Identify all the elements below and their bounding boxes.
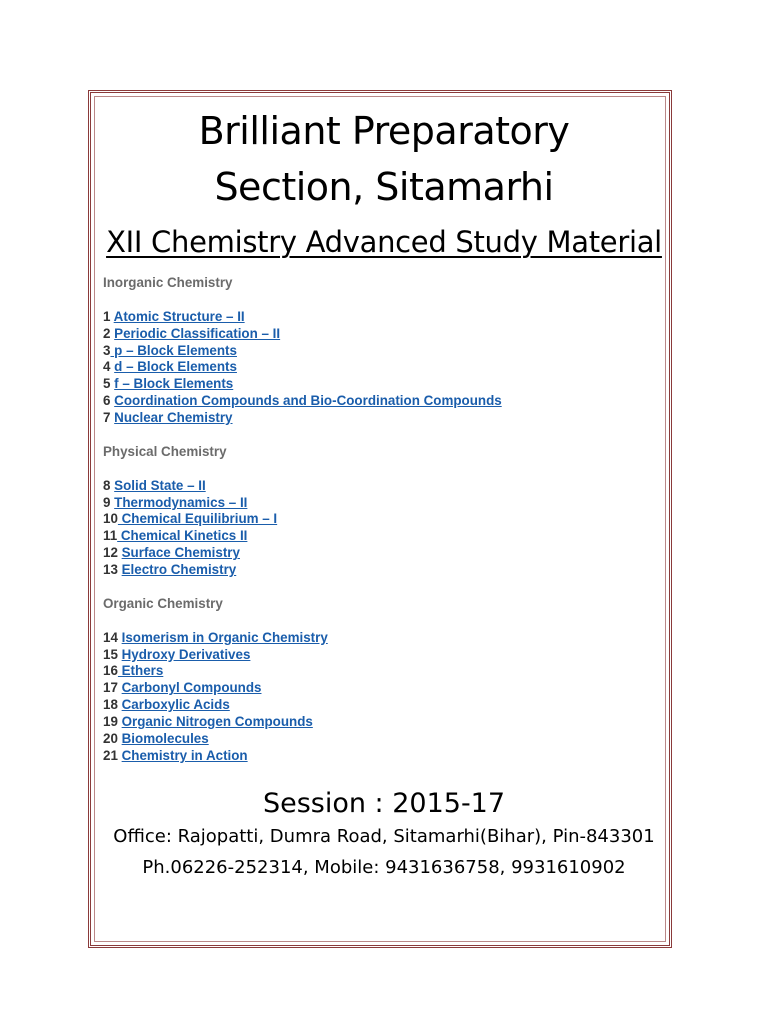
- toc-link[interactable]: Surface Chemistry: [121, 545, 240, 561]
- toc-item: [103, 731, 663, 748]
- toc-item: [103, 511, 663, 528]
- toc-number: 10: [103, 511, 118, 527]
- toc-number: 3: [103, 342, 111, 358]
- toc-number: 11: [103, 528, 118, 544]
- toc-number: 1: [103, 308, 114, 324]
- toc-link[interactable]: Coordination Compounds and Bio-Coordination Compounds: [114, 393, 502, 409]
- toc-item: [103, 495, 663, 512]
- document-subtitle: [0, 224, 768, 260]
- office-address: Office: Rajopatti, Dumra Road, Sitamarhi(Bihar), Pin-843301: [113, 826, 655, 847]
- toc-number: 15: [103, 646, 122, 662]
- toc-number: 12: [103, 545, 122, 561]
- toc-item: [103, 697, 663, 714]
- toc-link[interactable]: Hydroxy Derivatives: [121, 646, 251, 662]
- institute-name-line1: Brilliant Preparatory: [198, 109, 570, 153]
- toc-item: [103, 376, 663, 393]
- toc-link[interactable]: Nuclear Chemistry: [114, 410, 233, 426]
- toc-item: [103, 647, 663, 664]
- toc-link[interactable]: Chemistry in Action: [121, 747, 248, 763]
- toc-number: 18: [103, 697, 122, 713]
- toc-link[interactable]: Ethers: [117, 663, 164, 679]
- toc-number: 20: [103, 731, 122, 747]
- toc-item: [103, 343, 663, 360]
- toc-number: 14: [103, 629, 122, 645]
- institute-name-line2: Section, Sitamarhi: [214, 165, 554, 209]
- toc-number: 6: [103, 393, 115, 409]
- toc-item: [103, 630, 663, 647]
- toc-item: [103, 680, 663, 697]
- section-heading-physical: Physical Chemistry: [103, 443, 227, 459]
- toc-link[interactable]: p – Block Elements: [110, 342, 237, 358]
- toc-number: 5: [103, 376, 115, 392]
- toc-item: [103, 714, 663, 731]
- toc-item: [103, 326, 663, 343]
- toc-link[interactable]: Chemical Equilibrium – I: [117, 511, 278, 527]
- toc-link[interactable]: Organic Nitrogen Compounds: [121, 714, 313, 730]
- toc-link[interactable]: Isomerism in Organic Chemistry: [121, 629, 328, 645]
- toc-number: 21: [103, 747, 122, 763]
- document-subtitle-text: XII Chemistry Advanced Study Material: [106, 225, 662, 259]
- toc-link[interactable]: Periodic Classification – II: [114, 325, 281, 341]
- toc-number: 9: [103, 494, 115, 510]
- toc-item: [103, 478, 663, 495]
- toc-link[interactable]: Carbonyl Compounds: [121, 680, 262, 696]
- toc-link[interactable]: d – Block Elements: [114, 359, 237, 375]
- toc-item: [103, 748, 663, 765]
- section-heading-organic: Organic Chemistry: [103, 595, 223, 611]
- toc-number: 17: [103, 680, 122, 696]
- toc-item: [103, 393, 663, 410]
- toc-link[interactable]: Biomolecules: [121, 731, 209, 747]
- table-of-contents: [103, 275, 663, 765]
- toc-item: [103, 545, 663, 562]
- toc-item: [103, 663, 663, 680]
- toc-item: [103, 562, 663, 579]
- toc-link[interactable]: Electro Chemistry: [121, 562, 237, 578]
- toc-number: 7: [103, 410, 115, 426]
- toc-number: 13: [103, 562, 122, 578]
- toc-item: [103, 309, 663, 326]
- toc-item: [103, 528, 663, 545]
- toc-link[interactable]: Thermodynamics – II: [114, 494, 248, 510]
- toc-link[interactable]: Solid State – II: [114, 477, 206, 493]
- toc-link[interactable]: Carboxylic Acids: [121, 697, 230, 713]
- toc-number: 8: [103, 477, 115, 493]
- toc-link[interactable]: f – Block Elements: [114, 376, 234, 392]
- toc-link[interactable]: Atomic Structure – II: [113, 308, 245, 324]
- toc-number: 19: [103, 714, 122, 730]
- session-text: Session : 2015-17: [262, 788, 506, 819]
- contact-numbers: Ph.06226-252314, Mobile: 9431636758, 9931610902: [142, 857, 626, 878]
- toc-number: 4: [103, 359, 115, 375]
- toc-number: 16: [103, 663, 118, 679]
- toc-link[interactable]: Chemical Kinetics II: [117, 528, 248, 544]
- toc-item: [103, 410, 663, 427]
- toc-item: [103, 359, 663, 376]
- toc-number: 2: [103, 325, 115, 341]
- section-heading-inorganic: Inorganic Chemistry: [103, 275, 233, 290]
